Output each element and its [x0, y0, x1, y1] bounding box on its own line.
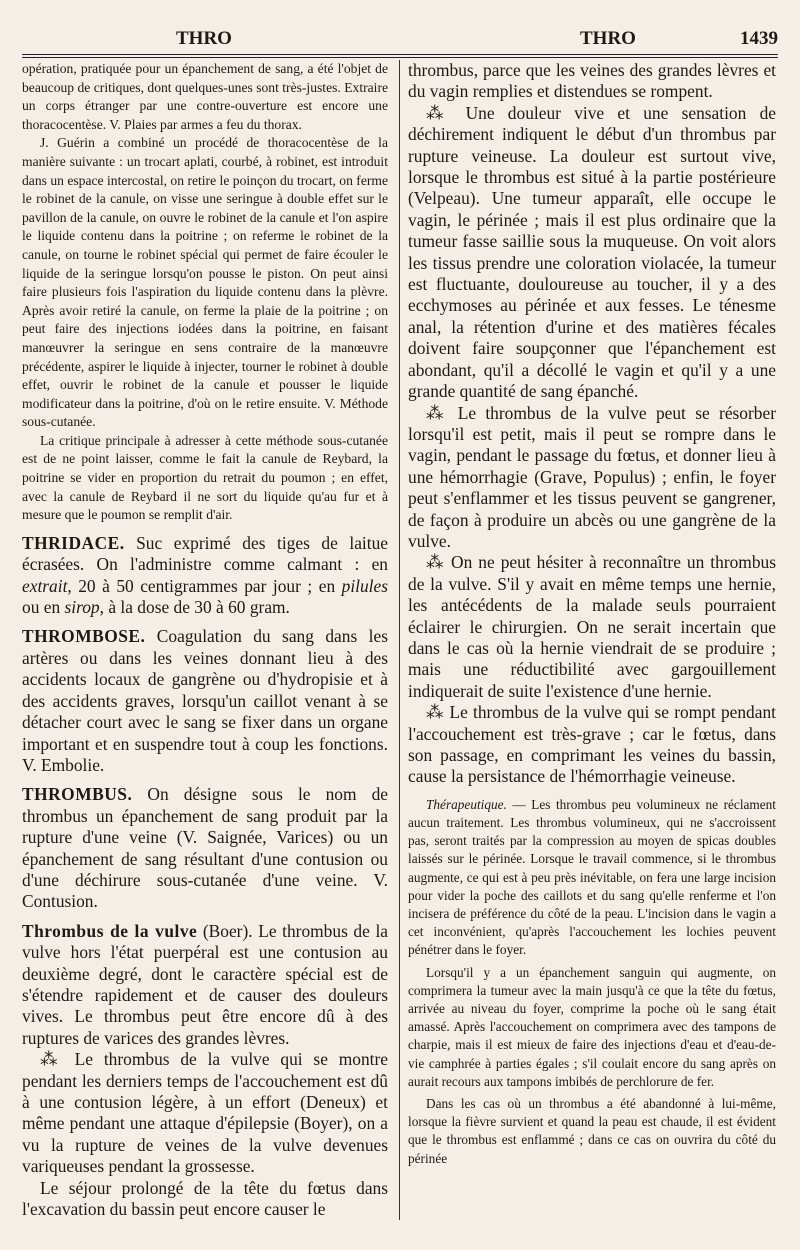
- right-running-head: THRO: [580, 28, 636, 49]
- left-running-head: THRO: [176, 28, 232, 49]
- paragraph-therapeutique: [408, 796, 776, 960]
- paragraph-pronostic: ⁂ Le thrombus de la vulve qui se rompt pendant l'accouchement est très-grave ; car le fœtus, dans son passage, en comprimant les veines du bassin, cause la persistance de l'hémorrhagie veineuse.: [408, 702, 776, 787]
- paragraph-rompent: thrombus, parce que les veines des grandes lèvres et du vagin remplies et distendues se rompent.: [408, 60, 776, 102]
- thridace-text-a: Suc exprimé des tiges de laitue écrasées. On l'administre comme calmant : en: [22, 532, 388, 575]
- thrombus-vulve-text: (Boer). Le thrombus de la vulve hors l'état puerpéral est une contusion au deuxième degré, dont le caractère spécial est de s'étendre rapidement et de causer des douleurs vives. Le thrombus peut être encore dû à des ruptures de varices des grandes lèvres.: [22, 920, 388, 1048]
- column-divider: [399, 60, 400, 1220]
- headword-thridace: THRIDACE.: [22, 532, 125, 553]
- therapeutique-text: — Les thrombus peu volumineux ne réclament aucun traitement. Les thrombus volumineux, qui ne s'accroissent pas, seront traités par la compression au moyen de spicas doubles laissés sur le périnée. Lorsque le travail commence, si le thrombus augmente, ce qui est à peu près inévitable, on fera une large incision pour vider la poche des caillots et du sang qu'elle renferme et l'on incisera de préférence du côté de la peau. L'incision dans le vagin a cet inconvénient, qu'après l'accouchement les lochies peuvent pénétrer dans le foyer.: [408, 796, 776, 958]
- thrombose-text: Coagulation du sang dans les artères ou dans les veines donnant lieu à des accidents locaux de gangrène ou d'hydropisie et à des accidents graves, lorsqu'un caillot venant à se détacher court avec le sang se fixer dans un organe important et en suspendre tout à coup les fonctions. V. Embolie.: [22, 626, 388, 775]
- thrombus-text: On désigne sous le nom de thrombus un épanchement de sang produit par la rupture d'une veine (V. Saignée, Varices) ou un épanchement de sang résultant d'une contusion ou d'une déchirure sous-cutanée d'une veine. V. Contusion.: [22, 784, 388, 912]
- therapeutique-title: Thérapeutique.: [426, 796, 507, 812]
- headword-thrombose: THROMBOSE.: [22, 626, 146, 647]
- paragraph-epanchement-sanguin: Lorsqu'il y a un épanchement sanguin qui augmente, on comprimera la tumeur avec la main jusqu'à ce que la tête du fœtus, arrivée au niveau du foyer, comprime la poche où le sang était amassé. Après l'accouchement on comprimera avec des tampons de charpie, mais il est mieux de faire des injections d'eau et d'eau-de-vie camphrée à parties égales ; s'il coulait encore du sang après on aurait recours aux tampons imbibés de perchlorure de fer.: [408, 964, 776, 1089]
- paragraph-abandonne: Dans les cas où un thrombus a été abandonné à lui-même, lorsque la fièvre survient et quand la peau est chaude, il est évident que le thrombus est enflammé ; dans ce cas on ouvrira du côté du périnée: [408, 1096, 776, 1166]
- headword-thrombus: THROMBUS.: [22, 784, 133, 805]
- left-column: [22, 60, 388, 1222]
- paragraph-sejour-prolonge: Le séjour prolongé de la tête du fœtus dans l'excavation du bassin peut encore causer le: [22, 1177, 388, 1220]
- header-rule-second: [22, 57, 778, 58]
- thridace-pilules: pilules: [341, 575, 388, 596]
- paragraph-evolution: ⁂ Le thrombus de la vulve peut se résorber lorsqu'il est petit, mais il peut se rompre dans le vagin, pendant le passage du fœtus, et donner lieu à une hémorrhagie (Grave, Populus) ; enfin, le foyer peut s'enflammer et les tissus peuvent se gangrener, de façon à produire un abcès ou une gangrène de la vulve.: [408, 402, 776, 551]
- thridace-text-b: , 20 à 50 centigrammes par jour ; en: [67, 575, 342, 596]
- paragraph-guerin-procedure: J. Guérin a combiné un procédé de thoracocentèse de la manière suivante : un trocart aplati, courbé, à robinet, est introduit dans un espace intercostal, on retire le poinçon du trocart, on ferme le robinet de la canule, on visse une seringue à double effet sur le pavillon de la canule, on ouvre le robinet de la canule et l'on aspire le liquide contenu dans la poitrine ; on referme le robinet de la canule, on tourne le robinet spécial qui permet de faire écouler le liquide de la seringue lorsqu'on pousse le piston. On peut ainsi faire plusieurs fois l'aspiration du liquide contenu dans la plèvre. Après avoir retiré la canule, on ferme la plaie de la poitrine ; on peut faire des injections iodées dans la poitrine, en faisant manœuvrer la seringue en sens contraire de la manœuvre précédente, aspirer le liquide à injecter, tourner le robinet à double effet, ouvrir le robinet de la canule et pousser le liquide modificateur dans la poitrine, d'où on le retire ensuite. V. Méthode sous-cutanée.: [22, 135, 388, 430]
- page-number: 1439: [740, 28, 778, 49]
- running-header: [20, 28, 778, 54]
- paragraph-derniers-temps: ⁂ Le thrombus de la vulve qui se montre pendant les derniers temps de l'accouchement est dû à une contusion légère, à un effort (Deneux) et même pendant une attaque d'épilepsie (Boyer), on a vu la rupture de veines de la vulve devenues variqueuses pendant la grossesse.: [22, 1049, 388, 1177]
- thridace-text-d: , à la dose de 30 à 60 gram.: [99, 597, 290, 618]
- entry-thrombus-vulve: [22, 921, 388, 1049]
- right-column: [408, 60, 776, 1222]
- thridace-sirop: sirop: [64, 597, 100, 618]
- paragraph-diagnostic: ⁂ On ne peut hésiter à reconnaître un thrombus de la vulve. S'il y avait en même temps une hernie, les antécédents de la malade seuls pourraient éclairer le chirurgien. On ne serait incertain que dans le cas où la hernie viendrait de se produire ; mais une réductibilité avec gargouillement indiquerait de suite l'existence d'une hernie.: [408, 552, 776, 701]
- thridace-extrait: extrait: [22, 575, 68, 596]
- entry-thridace: [22, 533, 388, 619]
- header-rule: [22, 54, 778, 55]
- thridace-text-c: ou en: [22, 597, 65, 618]
- paragraph-critique: La critique principale à adresser à cette méthode sous-cutanée est de ne point laisser, comme le fait la canule de Reybard, la poitrine se vider en proportion du retrait du poumon ; en effet, avec la canule de Reybard il ne sort du liquide qu'au fur et à mesure que le poumon se remplit d'air.: [22, 432, 388, 523]
- paragraph-symptomes: ⁂ Une douleur vive et une sensation de déchirement indiquent le début d'un thrombus par rupture veineuse. La douleur est surtout vive, lorsque le thrombus est situé à la partie postérieure (Velpeau). Une tumeur apparaît, elle occupe le vagin, le périnée ; mais il est plus ordinaire que la tumeur fasse saillie sous la muqueuse. On voit alors les tissus prendre une coloration violacée, la tumeur est fluctuante, douloureuse au toucher, il y a des ecchymoses au périnée et aux fesses. Le ténesme anal, la rétention d'urine et des matières fécales doivent faire soupçonner que l'épanchement est abondant, qu'il a décollé le vagin et qu'il y a une grande quantité de sang épanché.: [408, 102, 776, 402]
- entry-thrombose: [22, 626, 388, 776]
- entry-thrombus: [22, 784, 388, 912]
- headword-thrombus-vulve: Thrombus de la vulve: [22, 920, 198, 941]
- paragraph-thoracocentese-end: opération, pratiquée pour un épanchement de sang, a été l'objet de beaucoup de critiques, dont quelques-unes sont très-justes. Extraire un corps étranger par une contre-ouverture est encore une thoracocentèse. V. Plaies par armes a feu du thorax.: [22, 61, 388, 132]
